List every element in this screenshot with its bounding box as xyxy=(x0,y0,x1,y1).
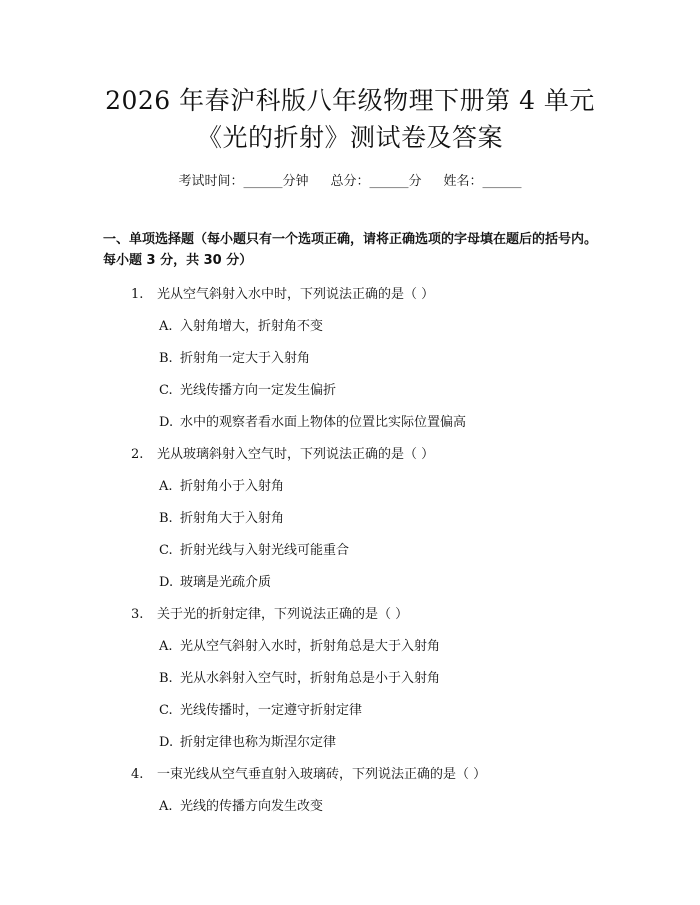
question-1-option-c xyxy=(159,379,336,398)
question-number: 3. xyxy=(131,607,144,622)
option-text: 水中的观察者看水面上物体的位置比实际位置偏高 xyxy=(180,415,467,430)
question-4-option-a xyxy=(159,795,323,814)
option-letter: B. xyxy=(159,351,173,366)
option-letter: C. xyxy=(159,543,173,558)
question-3 xyxy=(131,603,408,622)
title-line-2: 《光的折射》测试卷及答案 xyxy=(196,123,503,152)
exam-time-field: 考试时间：______分钟 xyxy=(178,174,309,189)
question-number: 2. xyxy=(131,447,144,462)
option-letter: A. xyxy=(159,799,173,814)
option-letter: A. xyxy=(159,479,173,494)
question-text: 光从玻璃斜射入空气时，下列说法正确的是（ ） xyxy=(157,447,435,462)
option-text: 玻璃是光疏介质 xyxy=(180,575,272,590)
option-text: 光从空气斜射入水时，折射角总是大于入射角 xyxy=(180,639,441,654)
question-1-option-d xyxy=(159,411,466,430)
option-text: 入射角增大，折射角不变 xyxy=(180,319,324,334)
option-letter: B. xyxy=(159,511,173,526)
option-text: 折射角一定大于入射角 xyxy=(180,351,311,366)
option-letter: D. xyxy=(159,415,174,430)
option-letter: A. xyxy=(159,639,173,654)
option-letter: D. xyxy=(159,735,174,750)
question-text: 一束光线从空气垂直射入玻璃砖，下列说法正确的是（ ） xyxy=(157,767,487,782)
section-heading-single-choice: 一、单项选择题（每小题只有一个选项正确，请将正确选项的字母填在题后的括号内。每小题 3 分，共 30 分） xyxy=(103,232,598,268)
option-text: 光线传播方向一定发生偏折 xyxy=(180,383,337,398)
question-2 xyxy=(131,443,434,462)
total-score-field: 总分：______分 xyxy=(330,174,422,189)
question-3-option-b xyxy=(159,667,440,686)
option-letter: C. xyxy=(159,703,173,718)
option-text: 折射角大于入射角 xyxy=(180,511,285,526)
question-text: 光从空气斜射入水中时，下列说法正确的是（ ） xyxy=(157,287,435,302)
title-line-1: 2026 年春沪科版八年级物理下册第 4 单元 xyxy=(105,86,595,115)
question-2-option-a xyxy=(159,475,284,494)
question-2-option-b xyxy=(159,507,284,526)
question-2-option-c xyxy=(159,539,349,558)
option-text: 光线的传播方向发生改变 xyxy=(180,799,324,814)
question-1-option-b xyxy=(159,347,310,366)
question-number: 1. xyxy=(131,287,144,302)
question-4 xyxy=(131,763,486,782)
option-text: 折射定律也称为斯涅尔定律 xyxy=(180,735,337,750)
option-text: 光从水斜射入空气时，折射角总是小于入射角 xyxy=(180,671,441,686)
option-letter: D. xyxy=(159,575,174,590)
exam-meta xyxy=(0,170,700,189)
option-text: 光线传播时，一定遵守折射定律 xyxy=(180,703,363,718)
question-text: 关于光的折射定律，下列说法正确的是（ ） xyxy=(157,607,409,622)
question-1 xyxy=(131,283,434,302)
question-3-option-d xyxy=(159,731,336,750)
option-text: 折射角小于入射角 xyxy=(180,479,285,494)
option-letter: B. xyxy=(159,671,173,686)
option-text: 折射光线与入射光线可能重合 xyxy=(180,543,350,558)
student-name-field: 姓名：______ xyxy=(443,174,522,189)
question-1-option-a xyxy=(159,315,323,334)
question-3-option-c xyxy=(159,699,362,718)
question-3-option-a xyxy=(159,635,440,654)
question-2-option-d xyxy=(159,571,271,590)
question-number: 4. xyxy=(131,767,144,782)
option-letter: C. xyxy=(159,383,173,398)
option-letter: A. xyxy=(159,319,173,334)
